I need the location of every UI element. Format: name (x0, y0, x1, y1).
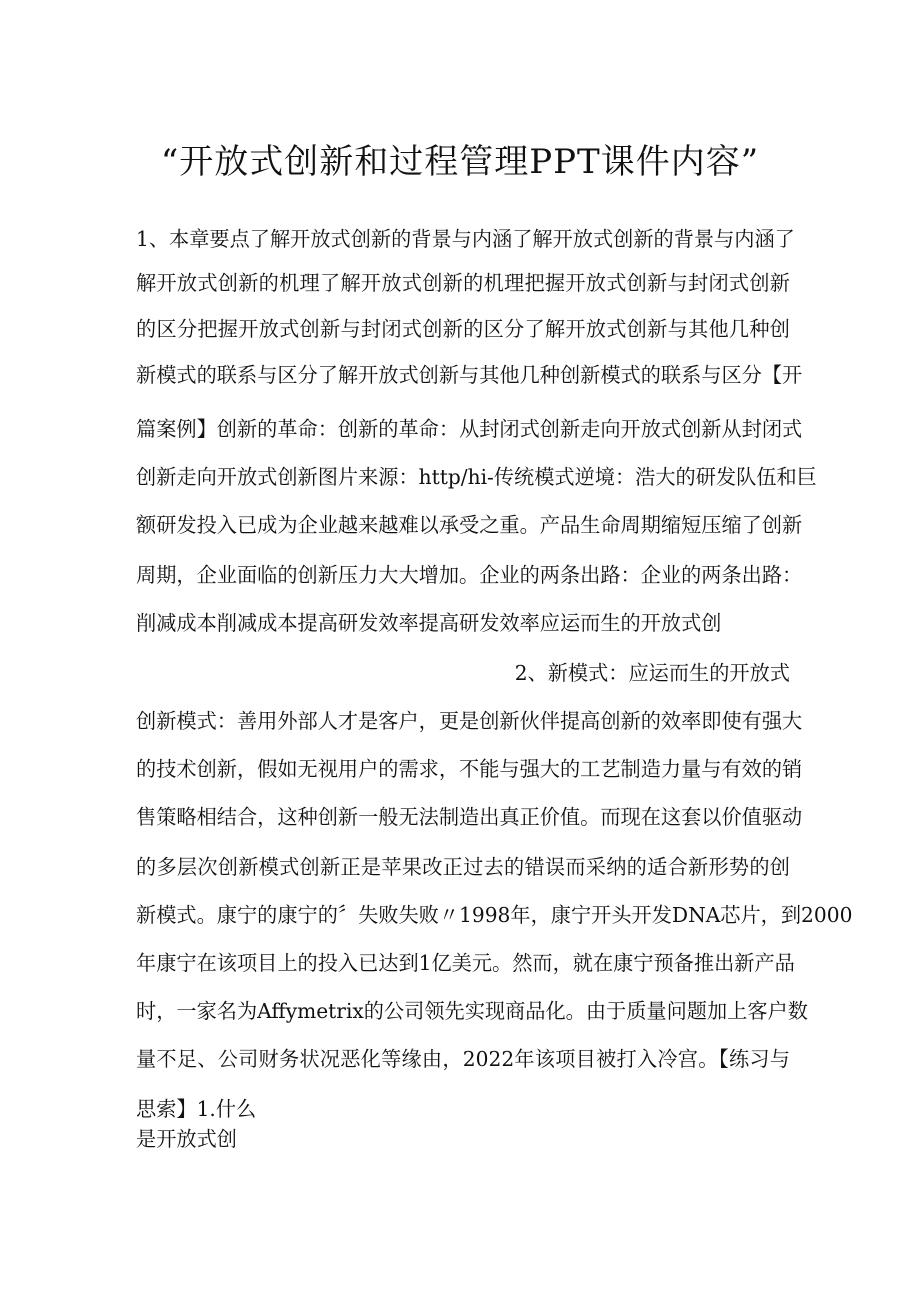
section-heading: 2、新模式：应运而生的开放式 (514, 661, 790, 685)
body-line: 解开放式创新的机理了解开放式创新的机理把握开放式创新与封闭式创新 (136, 271, 790, 295)
body-line: 思索】1.什么 (136, 1097, 257, 1121)
body-line: 削减成本削减成本提高研发效率提高研发效率应运而生的开放式创 (136, 611, 722, 635)
body-line: 周期，企业面临的创新压力大大增加。企业的两条出路：企业的两条出路： (136, 563, 803, 587)
body-line: 篇案例】创新的革命：创新的革命：从封闭式创新走向开放式创新从封闭式 (136, 417, 803, 441)
body-line: 的区分把握开放式创新与封闭式创新的区分了解开放式创新与其他几种创 (136, 317, 790, 341)
body-line: 量不足、公司财务状况恶化等缘由，2022年该项目被打入冷宫。【练习与 (136, 1047, 790, 1071)
body-line: 创新走向开放式创新图片来源：http/hi-传统模式逆境：浩大的研发队伍和巨 (136, 465, 817, 489)
body-line: 额研发投入已成为企业越来越难以承受之重。产品生命周期缩短压缩了创新 (136, 513, 803, 537)
document-title: “开放式创新和过程管理PPT课件内容” (160, 142, 760, 182)
body-line: 售策略相结合，这种创新一般无法制造出真正价值。而现在这套以价值驱动 (136, 805, 803, 829)
body-line: 时，一家名为Affymetrix的公司领先实现商品化。由于质量问题加上客户数 (136, 999, 808, 1023)
body-line: 是开放式创 (136, 1127, 237, 1151)
body-line: 1、本章要点了解开放式创新的背景与内涵了解开放式创新的背景与内涵了 (136, 227, 795, 251)
body-line: 新模式的联系与区分了解开放式创新与其他几种创新模式的联系与区分【开 (136, 363, 803, 387)
body-line: 创新模式：善用外部人才是客户，更是创新伙伴提高创新的效率即使有强大 (136, 709, 803, 733)
body-line: 的多层次创新模式创新正是苹果改正过去的错误而采纳的适合新形势的创 (136, 855, 790, 879)
body-line: 的技术创新，假如无视用户的需求，不能与强大的工艺制造力量与有效的销 (136, 757, 803, 781)
body-line: 新模式。康宁的康宁的〞失败失败〃1998年，康宁开头开发DNA芯片，到2000 (136, 903, 853, 927)
body-line: 年康宁在该项目上的投入已达到1亿美元。然而，就在康宁预备推出新产品 (136, 951, 795, 975)
